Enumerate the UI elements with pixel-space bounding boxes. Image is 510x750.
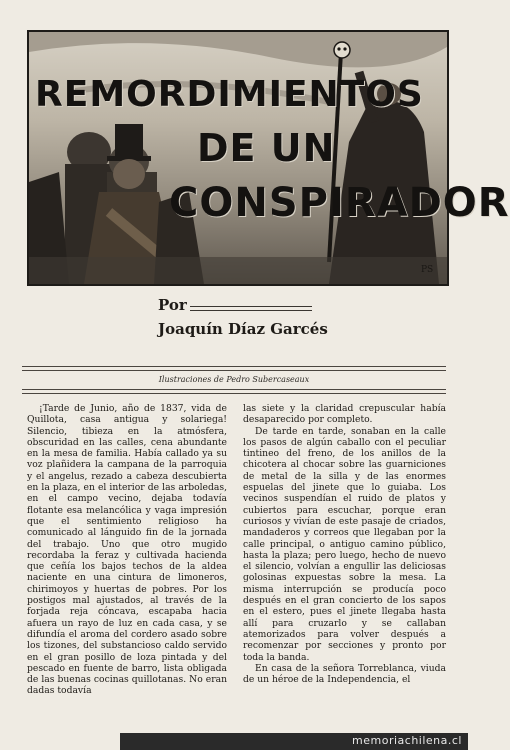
- body-paragraph: En casa de la señora Torreblanca, viuda de un héroe de la Independencia, el: [243, 662, 446, 686]
- illustration-credit: Ilustraciones de Pedro Subercaseaux: [158, 375, 310, 384]
- body-paragraph: ¡Tarde de Junio, año de 1837, vida de Quillota, casa antigua y solariega! Silencio, tibieza en la atmósfera, obscuridad en las calles, cena abundante en la mesa de familia. Había callado ya su voz plañidera la campana de la parroquia y el angelus, rezado a cabeza descubierta en la plaza, en el interior de las arboledas, en el campo vecino, dejaba todavía flotante esa melancólica y vaga impresión que el sentimiento religioso ha comunicado al lánguido fin de la jornada del trabajo. Uno que otro mugido recordaba la feraz y cultivada hacienda que ceñía los bajos techos de la aldea naciente en una cintura de limoneros, chirimoyos y huertas de pobres. Por los postigos mal ajustados, al través de la forjada reja cóncava, escapaba hacia afuera un rayo de luz en cada casa, y se difundía el aroma del cordero asado sobre los tizones, del substancioso caldo servido en el gran posillo de loza pintada y del pescado en fuente de barro, lista obligada de las buenas cocinas quillotanas. No eran dadas todavía: [27, 403, 227, 697]
- body-column-left: [27, 403, 227, 697]
- caption-rule-bottom: [22, 389, 446, 394]
- header-illustration: [27, 30, 510, 286]
- title-line-1: REMORDIMIENTOS: [35, 74, 424, 115]
- title-line-2: DE UN: [197, 126, 336, 170]
- watermark-text: memoriachilena.cl: [352, 734, 462, 747]
- author-name: Joaquín Díaz Garcés: [158, 320, 328, 338]
- body-paragraph: las siete y la claridad crepuscular había desaparecido por completo.: [243, 403, 446, 426]
- byline-por: Por: [158, 296, 187, 314]
- byline-rule: [190, 306, 312, 311]
- body-column-right: [243, 403, 446, 685]
- caption-rule-top: [22, 366, 446, 371]
- title-line-3: CONSPIRADOR: [169, 180, 510, 226]
- svg-text:PS: PS: [421, 265, 434, 275]
- watermark-bar: [120, 733, 468, 750]
- body-paragraph: De tarde en tarde, sonaban en la calle los pasos de algún caballo con el peculiar tintineo del freno, de los anillos de la chicotera al chocar sobre las guarniciones de metal de la silla y de las enormes espuelas del jinete que lo guiaba. Los vecinos suspendían el ruido de platos y cubiertos para escuchar, porque eran curiosos y vivían de este pasaje de criados, mandaderos y correos que llegaban por la calle principal, o antiguo camino público, hasta la plaza; pero luego, hecho de nuevo el silencio, volvían a engullir las deliciosas golosinas expuestas sobre la mesa. La misma interrupción se producía poco después en el gran concierto de los sapos en el estero, pues el jinete llegaba hasta allí para cruzarlo y se callaban atemorizados para volver después a recomenzar por secciones y pronto por toda la banda.: [243, 425, 446, 663]
